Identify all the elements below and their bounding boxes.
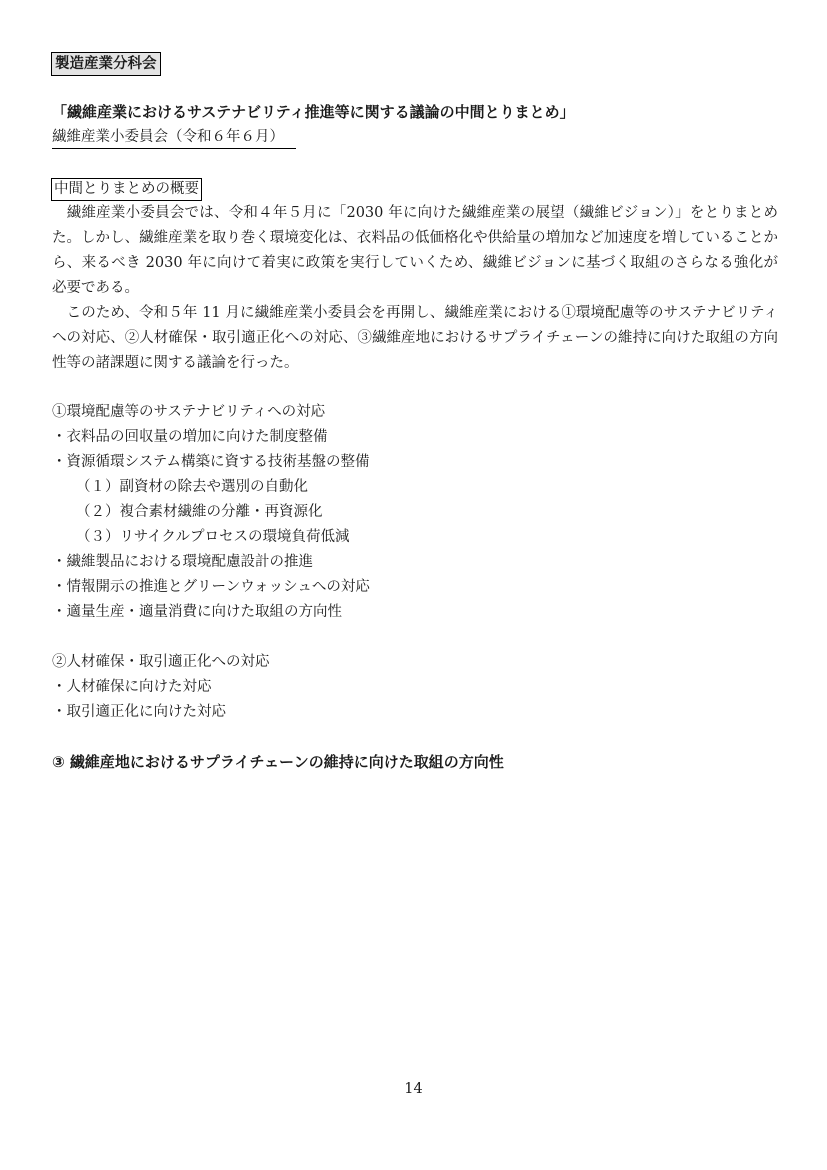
summary-heading: 中間とりまとめの概要 [51,178,202,201]
list-item: ・人材確保に向けた対応 [52,679,212,695]
document-title: 「繊維産業におけるサステナビリティ推進等に関する議論の中間とりまとめ」 [52,103,575,121]
list-item: ・適量生産・適量消費に向けた取組の方向性 [52,604,342,620]
sub-list-item: （３）リサイクルプロセスの環境負荷低減 [76,529,350,545]
topic3-heading: ③ 繊維産地におけるサプライチェーンの維持に向けた取組の方向性 [52,753,504,771]
summary-paragraph: 繊維産業小委員会では、令和４年５月に「2030 年に向けた繊維産業の展望（繊維ビジョン）」をとりまとめた。しかし、繊維産業を取り巻く環境変化は、衣料品の低価格化や供給量の増加など加速度を増していることから、来るべき 2030 年に向けて着実に政策を実行していくため、繊維ビジョンに基づく取組のさらなる強化が必要である。 [52,205,778,296]
list-item: ・取引適正化に向けた対応 [52,704,226,720]
page-number: 14 [404,1081,423,1097]
sub-list-item: （２）複合素材繊維の分離・再資源化 [76,504,323,520]
section-tag: 製造産業分科会 [51,52,161,76]
list-item: ・資源循環システム構築に資する技術基盤の整備 [52,454,370,470]
topic2-heading: ②人材確保・取引適正化への対応 [52,654,270,670]
list-item: ・衣料品の回収量の増加に向けた制度整備 [52,429,328,445]
list-item: ・情報開示の推進とグリーンウォッシュへの対応 [52,579,370,595]
topic1-heading: ①環境配慮等のサステナビリティへの対応 [52,404,326,420]
list-item: ・繊維製品における環境配慮設計の推進 [52,554,313,570]
summary-paragraph: このため、令和５年 11 月に繊維産業小委員会を再開し、繊維産業における①環境配慮等のサステナビリティへの対応、②人材確保・取引適正化への対応、③繊維産地におけるサプライチェーンの維持に向けた取組の方向性等の諸課題に関する議論を行った。 [52,305,778,371]
sub-list-item: （１）副資材の除去や選別の自動化 [76,479,308,495]
document-subtitle: 繊維産業小委員会（令和６年６月） [52,126,296,149]
